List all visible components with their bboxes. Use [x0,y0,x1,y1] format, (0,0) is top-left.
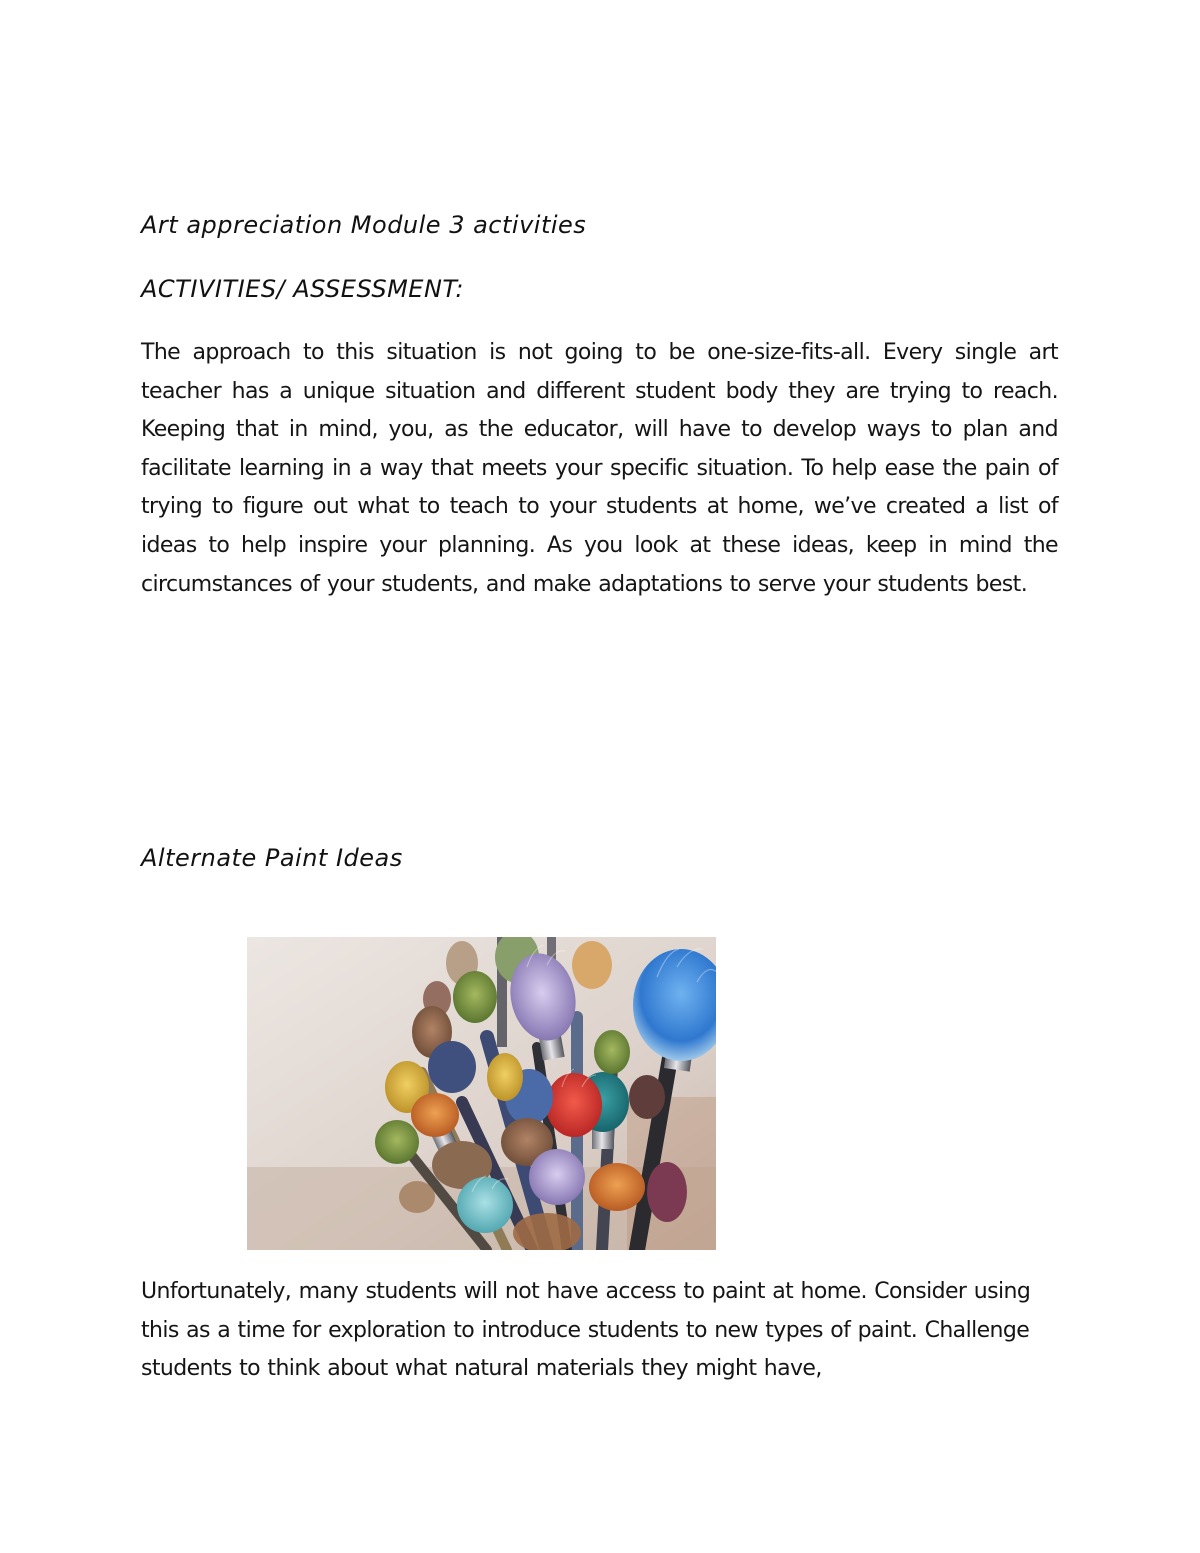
intro-paragraph: The approach to this situation is not going to be one-size-fits-all. Every single art teacher has a unique situation and different student body they are trying to reach. Keeping that in mind, you, as the educator, will have to develop ways to plan and facilitate learning in a way that meets your specific situation. To help ease the pain of trying to figure out what to teach to your students at home, we’ve created a list of ideas to help inspire your planning. As you look at these ideas, keep in mind the circumstances of your students, and make adaptations to serve your students best. [141,340,1058,597]
paintbrushes-illustration [247,937,716,1250]
section-paragraph: Unfortunately, many students will not have access to paint at home. Consider using this as a time for exploration to introduce students to new types of paint. Challenge students to think about what natural materials they might have, [141,1279,1031,1382]
activities-heading: ACTIVITIES/ ASSESSMENT: [141,275,464,303]
document-title: Art appreciation Module 3 activities [141,211,587,239]
section-heading-alternate-paint: Alternate Paint Ideas [141,844,403,872]
paintbrushes-photo [247,937,716,1250]
